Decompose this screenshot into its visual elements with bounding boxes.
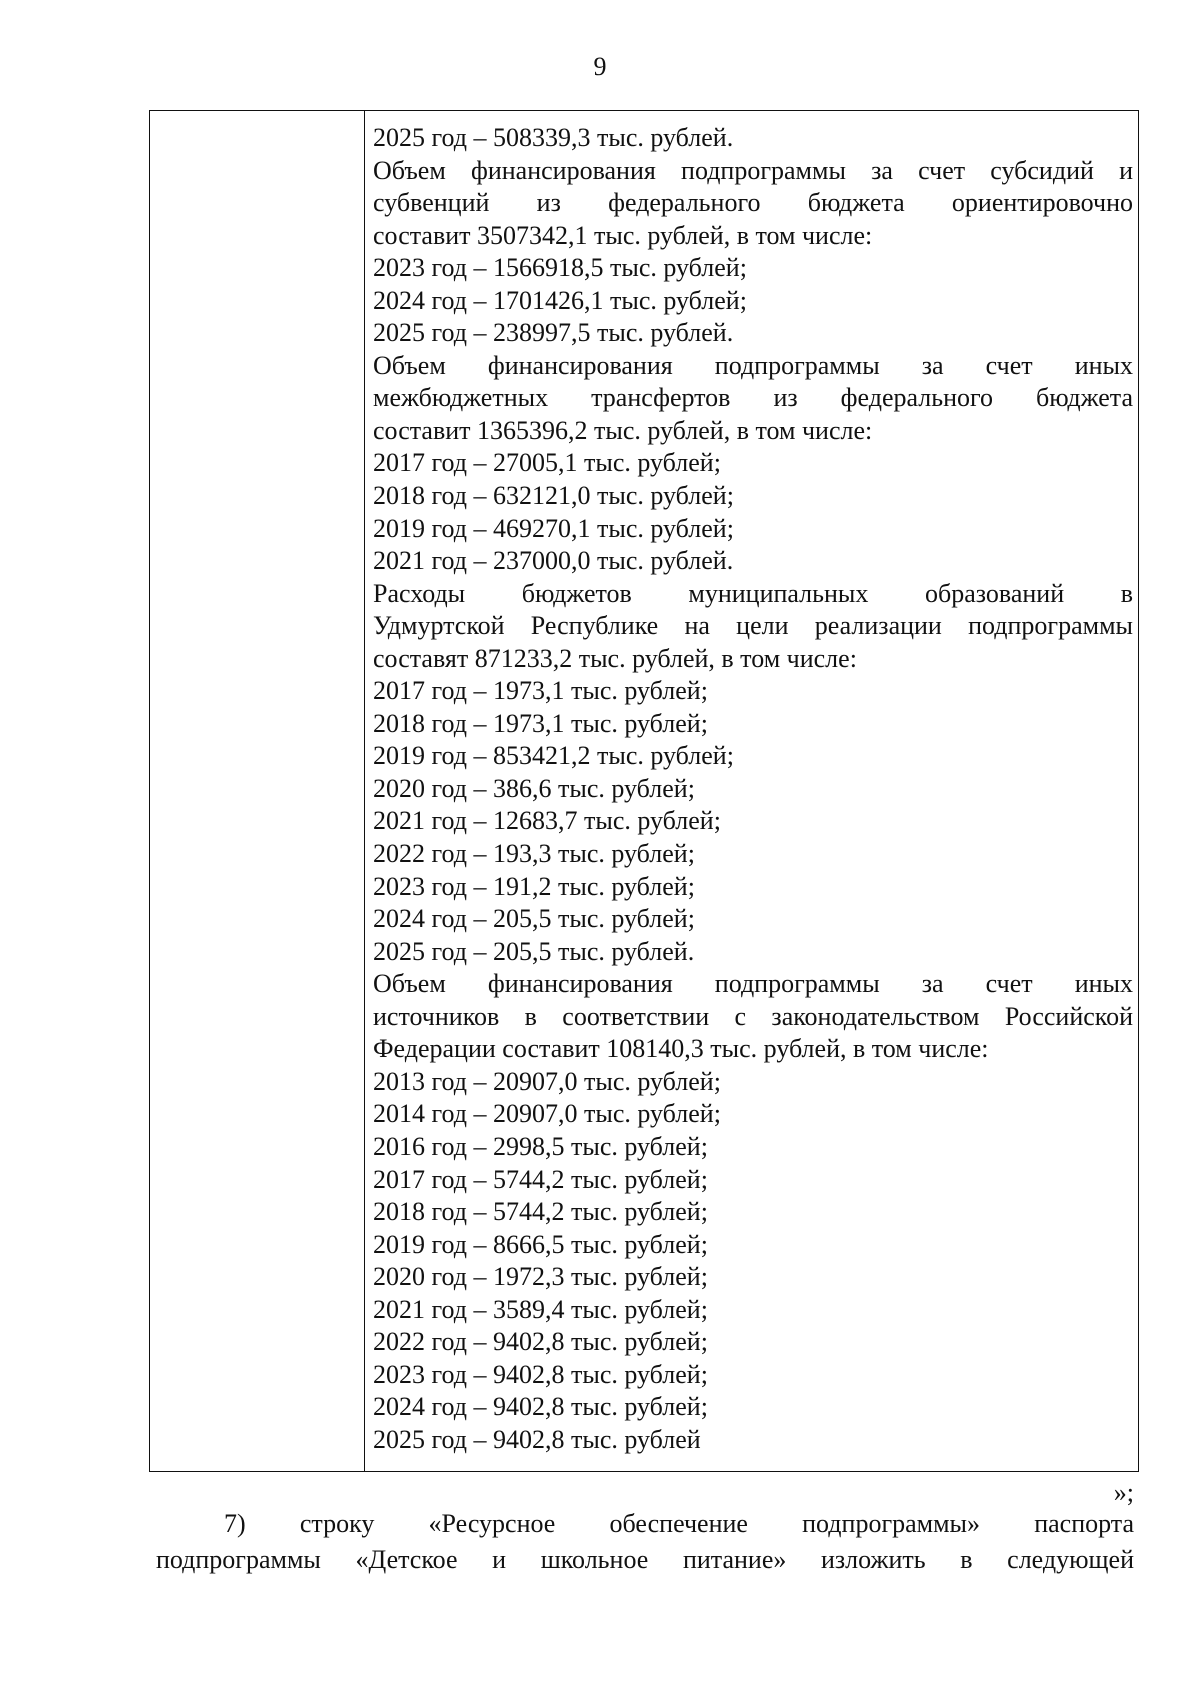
table-line: 2013 год – 20907,0 тыс. рублей; (373, 1066, 721, 1096)
table-line: составят 871233,2 тыс. рублей, в том числе: (373, 643, 857, 673)
table-line: источников в соответствии с законодательством Российской (373, 1001, 1133, 1031)
table-line: 2023 год – 191,2 тыс. рублей; (373, 871, 695, 901)
table-line: субвенций из федерального бюджета ориентировочно (373, 188, 1133, 218)
table-line: 2021 год – 3589,4 тыс. рублей; (373, 1294, 708, 1324)
table-line: Федерации составит 108140,3 тыс. рублей, в том числе: (373, 1034, 989, 1064)
table-line: 2018 год – 632121,0 тыс. рублей; (373, 481, 734, 511)
table-line: Объем финансирования подпрограммы за счет иных (373, 969, 1133, 999)
table-line: 2024 год – 205,5 тыс. рублей; (373, 904, 695, 934)
page-number: 9 (593, 52, 607, 81)
table-line: 2020 год – 1972,3 тыс. рублей; (373, 1262, 708, 1292)
table-line: 2020 год – 386,6 тыс. рублей; (373, 773, 695, 803)
table-line: Объем финансирования подпрограммы за счет субсидий и (373, 155, 1133, 185)
table-line: 2018 год – 1973,1 тыс. рублей; (373, 708, 708, 738)
table-line: межбюджетных трансфертов из федерального бюджета (373, 383, 1133, 413)
table-line: 2014 год – 20907,0 тыс. рублей; (373, 1099, 721, 1129)
table-right-cell (373, 122, 1133, 1456)
table-line: 2023 год – 1566918,5 тыс. рублей; (373, 253, 747, 283)
table-line: 2021 год – 237000,0 тыс. рублей. (373, 546, 734, 576)
table-line: составит 1365396,2 тыс. рублей, в том числе: (373, 415, 873, 445)
table-line: 2018 год – 5744,2 тыс. рублей; (373, 1197, 708, 1227)
table-line: 2025 год – 508339,3 тыс. рублей. (373, 123, 734, 152)
table-line: 2025 год – 9402,8 тыс. рублей (373, 1424, 701, 1454)
amendment-paragraph-line-1 (156, 1506, 1134, 1542)
table-left-cell (150, 111, 365, 1471)
resources-table (149, 110, 1139, 1472)
table-line: 2022 год – 9402,8 тыс. рублей; (373, 1327, 708, 1357)
table-line: 2017 год – 5744,2 тыс. рублей; (373, 1164, 708, 1194)
table-line: 2016 год – 2998,5 тыс. рублей; (373, 1131, 708, 1161)
table-line: 2025 год – 238997,5 тыс. рублей. (373, 318, 734, 348)
paragraph-text: подпрограммы «Детское и школьное питание» изложить в следующей (156, 1545, 1134, 1574)
table-line: 2025 год – 205,5 тыс. рублей. (373, 936, 695, 966)
paragraph-text: 7) строку «Ресурсное обеспечение подпрограммы» паспорта (224, 1509, 1134, 1538)
table-line: 2021 год – 12683,7 тыс. рублей; (373, 806, 721, 836)
table-line: 2017 год – 1973,1 тыс. рублей; (373, 676, 708, 706)
table-line: 2017 год – 27005,1 тыс. рублей; (373, 448, 721, 478)
closing-quote-mark: »; (1113, 1478, 1134, 1507)
table-line: 2024 год – 1701426,1 тыс. рублей; (373, 285, 747, 315)
table-line: 2022 год – 193,3 тыс. рублей; (373, 839, 695, 869)
table-line: Объем финансирования подпрограммы за счет иных (373, 350, 1133, 380)
table-line: Расходы бюджетов муниципальных образований в (373, 578, 1133, 608)
table-line: 2024 год – 9402,8 тыс. рублей; (373, 1392, 708, 1422)
table-line: 2019 год – 853421,2 тыс. рублей; (373, 741, 734, 771)
table-line: Удмуртской Республике на цели реализации подпрограммы (373, 611, 1133, 641)
table-line: 2019 год – 469270,1 тыс. рублей; (373, 513, 734, 543)
table-line: 2023 год – 9402,8 тыс. рублей; (373, 1359, 708, 1389)
table-line: 2019 год – 8666,5 тыс. рублей; (373, 1229, 708, 1259)
table-line: составит 3507342,1 тыс. рублей, в том числе: (373, 220, 873, 250)
amendment-paragraph-line-2 (156, 1542, 1134, 1578)
